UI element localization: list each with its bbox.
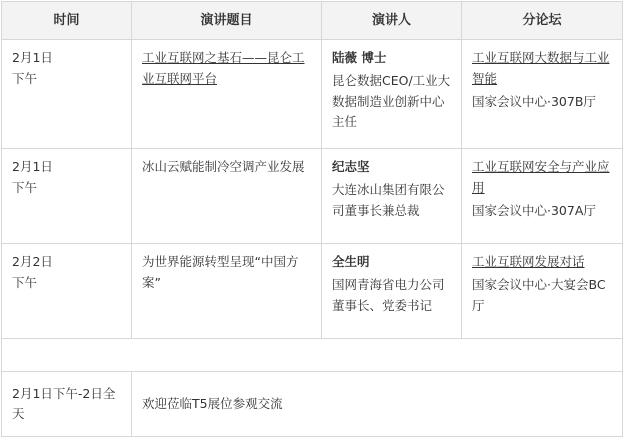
schedule-table	[1, 1, 623, 437]
cell-forum	[462, 149, 623, 244]
schedule-table-container	[0, 1, 625, 437]
cell-time	[2, 40, 132, 149]
table-header	[2, 2, 623, 40]
speaker-name: 陆薇 博士	[332, 50, 387, 66]
cell-time	[2, 244, 132, 339]
forum-location: 国家会议中心·307A厅	[472, 202, 596, 218]
cell-time	[2, 149, 132, 244]
topic-text: 工业互联网之基石——昆仑工业互联网平台	[142, 50, 305, 87]
cell-topic	[132, 244, 322, 339]
time-period: 下午	[12, 71, 38, 87]
topic-text: 为世界能源转型呈现“中国方案”	[142, 254, 299, 291]
forum-location: 国家会议中心·307B厅	[472, 93, 596, 109]
forum-location: 国家会议中心·大宴会BC厅	[472, 277, 606, 313]
table-row	[2, 244, 623, 339]
speaker-title: 昆仑数据CEO/工业大数据制造业创新中心主任	[332, 73, 451, 130]
footer-time: 2月1日下午-2日全天	[2, 372, 132, 437]
time-period: 下午	[12, 275, 38, 291]
speaker-name: 全生明	[332, 254, 370, 270]
table-row	[2, 149, 623, 244]
speaker-title: 大连冰山集团有限公司董事长兼总裁	[332, 182, 445, 218]
forum-name: 工业互联网发展对话	[472, 254, 585, 270]
speaker-name: 纪志坚	[332, 159, 370, 175]
table-spacer-cell	[2, 339, 623, 372]
cell-speaker	[322, 244, 462, 339]
time-date: 2月2日	[12, 254, 53, 270]
column-header-topic: 演讲题目	[132, 2, 322, 40]
table-spacer-row	[2, 339, 623, 372]
cell-speaker	[322, 40, 462, 149]
cell-forum	[462, 244, 623, 339]
topic-text: 冰山云赋能制冷空调产业发展	[142, 159, 305, 175]
table-footer-row	[2, 372, 623, 437]
cell-speaker	[322, 149, 462, 244]
cell-topic	[132, 40, 322, 149]
column-header-time: 时间	[2, 2, 132, 40]
cell-topic	[132, 149, 322, 244]
column-header-forum: 分论坛	[462, 2, 623, 40]
time-date: 2月1日	[12, 159, 53, 175]
column-header-speaker: 演讲人	[322, 2, 462, 40]
time-period: 下午	[12, 180, 38, 196]
forum-name: 工业互联网大数据与工业智能	[472, 50, 610, 87]
cell-forum	[462, 40, 623, 149]
table-body	[2, 40, 623, 437]
forum-name: 工业互联网安全与产业应用	[472, 159, 610, 196]
footer-note: 欢迎莅临T5展位参观交流	[132, 372, 623, 437]
table-row	[2, 40, 623, 149]
table-header-row	[2, 2, 623, 40]
time-date: 2月1日	[12, 50, 53, 66]
speaker-title: 国网青海省电力公司董事长、党委书记	[332, 277, 445, 313]
